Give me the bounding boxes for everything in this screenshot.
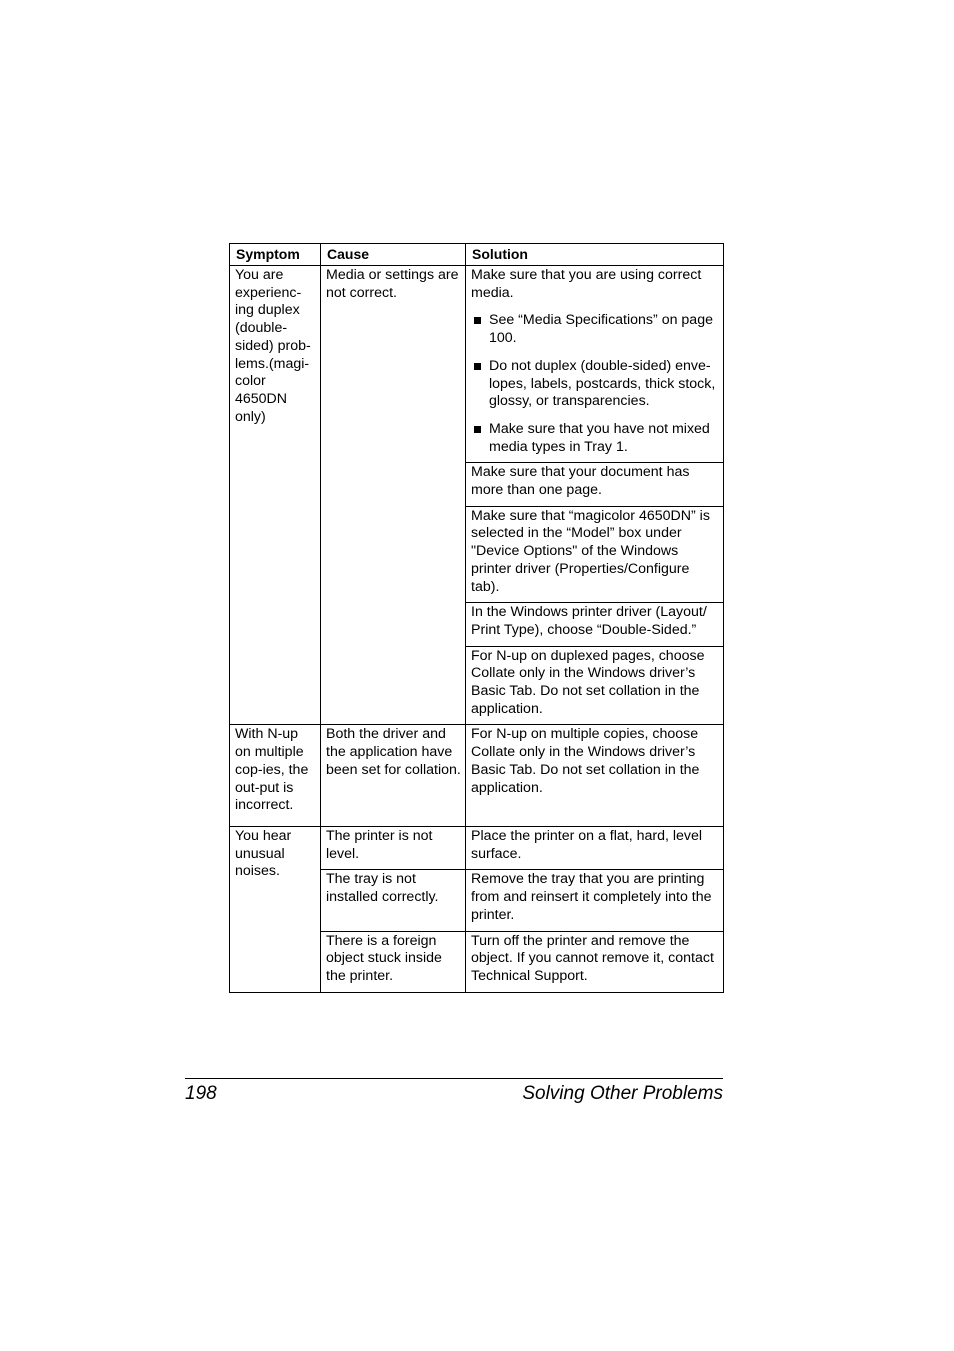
solution-cell: Place the printer on a flat, hard, level surface.	[466, 826, 724, 869]
symptom-cell: With N-up on multiple cop-ies, the out-put is incorrect.	[230, 725, 321, 827]
table-row	[230, 826, 724, 869]
symptom-cell: You hear unusual noises.	[230, 826, 321, 992]
bullet-text: Do not duplex (double-sided) enve-lopes, labels, postcards, thick stock, glossy, or transparencies.	[489, 357, 716, 410]
troubleshooting-table	[229, 243, 724, 993]
table-header-row	[230, 244, 724, 266]
bullet-text: See “Media Specifications” on page 100.	[489, 312, 713, 347]
solution-cell: Remove the tray that you are printing from and reinsert it completely into the printer.	[466, 870, 724, 931]
table-row	[230, 725, 724, 827]
square-bullet-icon	[474, 363, 481, 370]
page-number: 198	[185, 1083, 217, 1104]
solution-cell: Turn off the printer and remove the object. If you cannot remove it, contact Technical Support.	[466, 931, 724, 992]
header-symptom: Symptom	[230, 244, 321, 266]
footer-rule	[185, 1078, 723, 1079]
solution-text: Make sure that you are using correct media.	[471, 267, 702, 301]
cause-cell: Media or settings are not correct.	[321, 266, 466, 725]
troubleshooting-table-container	[229, 243, 723, 993]
cause-cell: There is a foreign object stuck inside the printer.	[321, 931, 466, 992]
solution-cell: In the Windows printer driver (Layout/ Print Type), choose “Double-Sided.”	[466, 603, 724, 646]
solution-cell: Make sure that “magicolor 4650DN” is selected in the “Model” box under "Device Options" of the Windows printer driver (Properties/Configure tab).	[466, 506, 724, 603]
cause-cell: The tray is not installed correctly.	[321, 870, 466, 931]
table-row	[230, 266, 724, 463]
header-cause: Cause	[321, 244, 466, 266]
solution-cell	[466, 266, 724, 463]
bullet-text: Make sure that you have not mixed media types in Tray 1.	[489, 420, 710, 455]
solution-cell: For N-up on multiple copies, choose Collate only in the Windows driver’s Basic Tab. Do not set collation in the application.	[466, 725, 724, 827]
solution-bullet-list	[471, 312, 719, 456]
bullet-item	[471, 421, 719, 456]
section-title: Solving Other Problems	[522, 1083, 723, 1104]
cause-cell: Both the driver and the application have been set for collation.	[321, 725, 466, 827]
header-solution: Solution	[466, 244, 724, 266]
bullet-item	[471, 358, 719, 411]
square-bullet-icon	[474, 317, 481, 324]
square-bullet-icon	[474, 426, 481, 433]
solution-cell: Make sure that your document has more than one page.	[466, 463, 724, 506]
symptom-cell: You are experienc-ing duplex (double-sided) prob-lems.(magi-color 4650DN only)	[230, 266, 321, 725]
cause-cell: The printer is not level.	[321, 826, 466, 869]
bullet-item	[471, 312, 719, 347]
solution-cell: For N-up on duplexed pages, choose Collate only in the Windows driver’s Basic Tab. Do not set collation in the application.	[466, 646, 724, 725]
